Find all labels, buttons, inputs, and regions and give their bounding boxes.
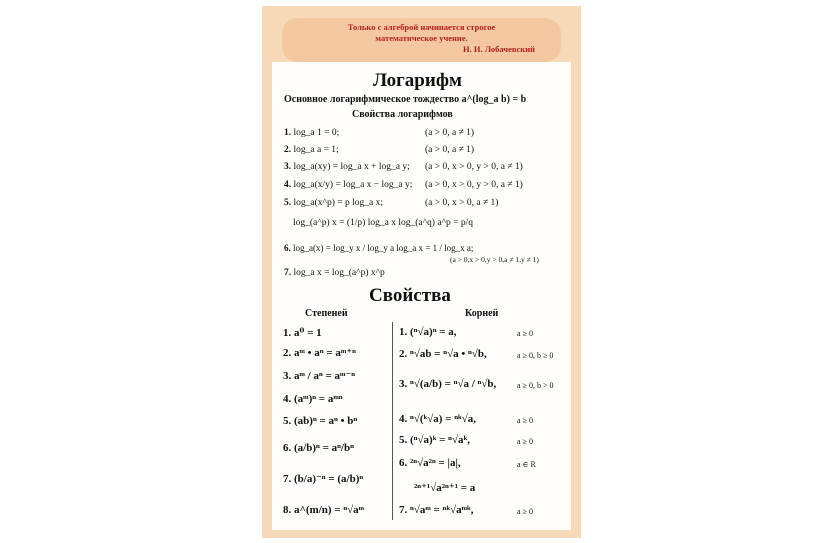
log-cond-2: (a > 0, a ≠ 1): [425, 145, 475, 155]
power-rule-2: 2. aᵐ • aⁿ = aᵐ⁺ⁿ: [283, 347, 356, 359]
quote-line-2: математическое учение.: [375, 33, 468, 43]
log-formula-5b: log_(a^p) x = (1/p) log_a x log_(a^q) a^p = p/q: [293, 218, 474, 228]
root-rule-4: 4. ⁿ√(ᵏ√a) = ⁿᵏ√a,: [399, 413, 477, 425]
log-formula-6: 6. log_a(x) = log_y x / log_y a log_a x = 1 / log_x a;: [284, 243, 474, 253]
power-rule-5: 5. (ab)ⁿ = aⁿ • bⁿ: [283, 415, 358, 427]
quote-line-1: Только с алгеброй начинается строгое: [347, 22, 496, 32]
log-formula-4: 4. log_a(x/y) = log_a x − log_a y;: [284, 180, 413, 190]
column-divider: [392, 322, 393, 520]
root-cond-4: a ≥ 0: [517, 416, 533, 425]
quote-banner: [282, 18, 561, 62]
log-cond-5: (a > 0, x > 0, a ≠ 1): [425, 198, 499, 208]
root-cond-3: a ≥ 0, b > 0: [517, 381, 554, 390]
root-rule-5: 5. (ⁿ√a)ᵏ = ⁿ√aᵏ,: [399, 434, 470, 446]
log-formula-7: 7. log_a x = log_(a^p) x^p: [284, 268, 385, 278]
powers-title: Степеней: [305, 308, 348, 319]
log-properties-title: Свойства логарифмов: [352, 109, 453, 120]
root-cond-2: a ≥ 0, b ≥ 0: [517, 351, 554, 360]
root-rule-1: 1. (ⁿ√a)ⁿ = a,: [399, 326, 457, 338]
root-cond-6: a ∈ R: [517, 460, 536, 469]
power-rule-7: 7. (b/a)⁻ⁿ = (a/b)ⁿ: [283, 473, 364, 485]
root-rule-6b: ²ⁿ⁺¹√a²ⁿ⁺¹ = a: [414, 482, 476, 494]
log-formula-3: 3. log_a(xy) = log_a x + log_a y;: [284, 162, 410, 172]
quote-author: Н. И. Лобачевский: [463, 44, 535, 54]
power-rule-1: 1. a⁰ = 1: [283, 327, 322, 339]
props-title: Свойства: [369, 285, 451, 306]
power-rule-8: 8. a^(m/n) = ⁿ√aᵐ: [283, 504, 365, 516]
power-rule-3: 3. aᵐ / aⁿ = aᵐ⁻ⁿ: [283, 370, 356, 382]
log-formula-1: 1. log_a 1 = 0;: [284, 128, 340, 138]
root-rule-2: 2. ⁿ√ab = ⁿ√a • ⁿ√b,: [399, 348, 487, 360]
log-title: Логарифм: [373, 70, 462, 91]
root-cond-7: a ≥ 0: [517, 507, 533, 516]
root-rule-7: 7. ⁿ√aᵐ = ⁿᵏ√aᵐᵏ,: [399, 504, 474, 516]
log-formula-2: 2. log_a a = 1;: [284, 145, 339, 155]
root-rule-6: 6. ²ⁿ√a²ⁿ = |a|,: [399, 457, 461, 469]
power-rule-4: 4. (aᵐ)ⁿ = aᵐⁿ: [283, 393, 343, 405]
log-identity: Основное логарифмическое тождество a^(log_a b) = b: [284, 94, 527, 105]
log-cond-4: (a > 0, x > 0, y > 0, a ≠ 1): [425, 180, 523, 190]
log-cond-3: (a > 0, x > 0, y > 0, a ≠ 1): [425, 162, 523, 172]
roots-title: Корней: [465, 308, 499, 319]
log-cond-1: (a > 0, a ≠ 1): [425, 128, 475, 138]
root-cond-5: a ≥ 0: [517, 437, 533, 446]
power-rule-6: 6. (a/b)ⁿ = aⁿ/bⁿ: [283, 442, 354, 454]
log-cond-6: (a > 0,x > 0,y > 0,a ≠ 1,y ≠ 1): [450, 255, 539, 264]
log-formula-5: 5. log_a(x^p) = p log_a x;: [284, 198, 383, 208]
root-cond-1: a ≥ 0: [517, 329, 533, 338]
root-rule-3: 3. ⁿ√(a/b) = ⁿ√a / ⁿ√b,: [399, 378, 497, 390]
